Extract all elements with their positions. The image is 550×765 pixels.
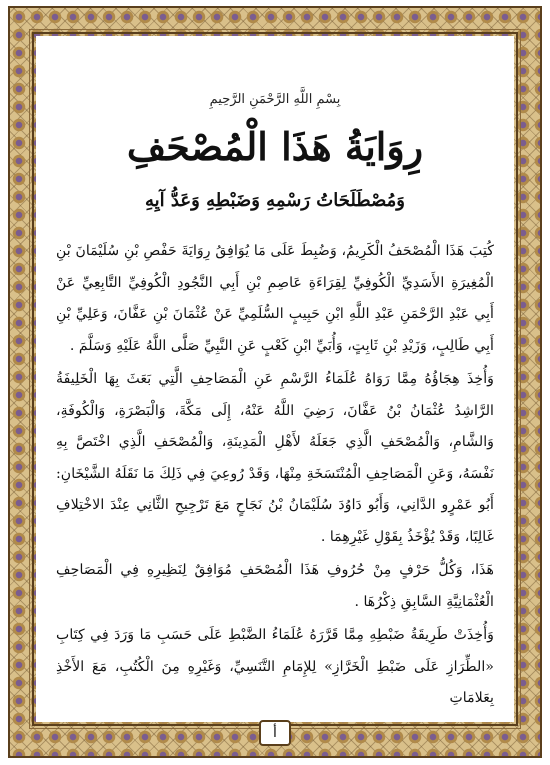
basmala: بِسْمِ اللَّهِ الرَّحْمَنِ الرَّحِيمِ xyxy=(209,92,341,107)
paragraph-3: هَذَا، وَكُلُّ حَرْفٍ مِنْ حُرُوفِ هَذَا الْمُصْحَفِ مُوَافِقٌ لِنَظِيرِهِ فِي الْمَصَاحِفِ الْعُثْمَانِيَّةِ السَّابِقِ ذِكْرُهَا . xyxy=(56,562,494,610)
page-subtitle: وَمُصْطَلَحَاتُ رَسْمِهِ وَضَبْطِهِ وَعَدُّ آيِهِ xyxy=(145,190,405,211)
paragraph-4: وَأُخِذَتْ طَرِيقَةُ ضَبْطِهِ مِمَّا قَرَّرَهُ عُلَمَاءُ الضَّبْطِ عَلَى حَسَبِ مَا وَرَدَ فِي كِتَابِ «الطِّرَازِ عَلَى ضَبْطِ الْخَرَّازِ» لِلإِمَامِ التَّنَسِيِّ، وَغَيْرِهِ مِنَ الْكُتُبِ، مَعَ الأَخْذِ بِعَلامَاتِ xyxy=(56,627,494,706)
body-text xyxy=(56,236,494,717)
paragraph-2: وَأُخِذَ هِجَاؤُهُ مِمَّا رَوَاهُ عُلَمَاءُ الرَّسْمِ عَنِ الْمَصَاحِفِ الَّتِي بَعَثَ بِهَا الْخَلِيفَةُ الرَّاشِدُ عُثْمَانُ بْنُ عَفَّانَ، رَضِيَ اللَّهُ عَنْهُ، إِلَى مَكَّةَ، وَالْبَصْرَةِ، وَالْكُوفَةِ، وَالشَّامِ، وَالْمُصْحَفِ الَّذِي جَعَلَهُ لأَهْلِ الْمَدِينَةِ، وَالْمُصْحَفِ الَّذِي اخْتَصَّ بِهِ نَفْسَهُ، وَعَنِ الْمَصَاحِفِ الْمُنْتَسَخَةِ مِنْهَا، وَقَدْ رُوعِيَ فِي ذَلِكَ مَا نَقَلَهُ الشَّيْخَانِ: أَبُو عَمْرٍو الدَّانِي، وَأَبُو دَاوُدَ سُلَيْمَانُ بْنُ نَجَاحٍ مَعَ تَرْجِيحِ الثَّانِي عِنْدَ الاخْتِلافِ غَالِبًا، وَقَدْ يُؤْخَذُ بِقَوْلِ غَيْرِهِمَا . xyxy=(56,371,494,545)
page-content xyxy=(36,36,514,741)
paragraph-1: كُتِبَ هَذَا الْمُصْحَفُ الْكَرِيمُ، وَضُبِطَ عَلَى مَا يُوَافِقُ رِوَايَةَ حَفْصِ بْنِ سُلَيْمَانَ بْنِ الْمُغِيرَةِ الأَسَدِيِّ الْكُوفِيِّ لِقِرَاءَةِ عَاصِمِ بْنِ أَبِي النَّجُودِ الْكُوفِيِّ التَّابِعِيِّ عَنْ أَبِي عَبْدِ الرَّحْمَنِ عَبْدِ اللَّهِ ابْنِ حَبِيبٍ السُّلَمِيِّ عَنْ عُثْمَانَ بْنِ عَفَّانَ، وَعَلِيِّ بْنِ أَبِي طَالِبٍ، وَزَيْدِ بْنِ ثَابِتٍ، وَأُبَيِّ ابْنِ كَعْبٍ عَنِ النَّبِيِّ صَلَّى اللَّهُ عَلَيْهِ وَسَلَّمَ . xyxy=(56,243,494,354)
page-title: رِوَايَةُ هَذَا الْمُصْحَفِ xyxy=(126,124,424,169)
page-number: أ xyxy=(259,720,291,746)
